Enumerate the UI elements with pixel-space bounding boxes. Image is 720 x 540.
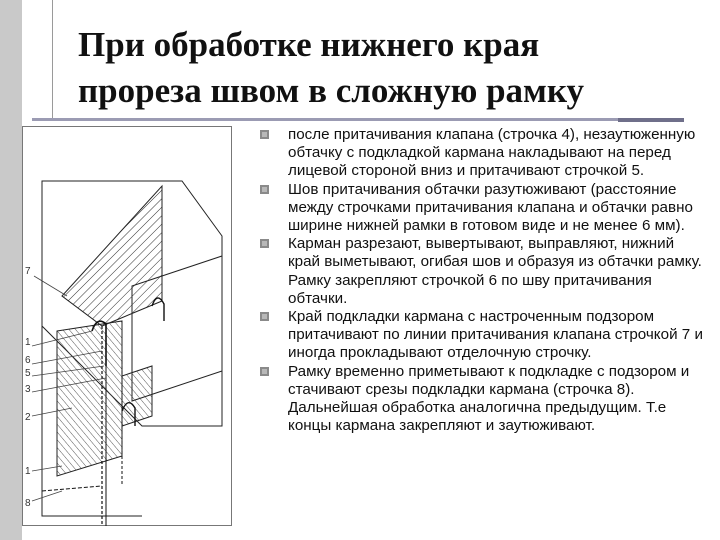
bullet-text: Шов притачивания обтачки разутюживают (расстояние между строчками притачивания клапана и обтачки равно ширине нижней рамки в готовом виде и не менее 6 мм). [288,180,693,235]
bullet-square-icon [260,239,269,248]
bullet-text: Край подкладки кармана с настроченным подзором притачивают по линии притачивания клапана строчкой 7 и иногда прокладывают отделочную строчку. [288,308,703,362]
bullet-text: после притачивания клапана (строчка 4), незаутюженную обтачку с подкладкой кармана накладывают на перед лицевой стороной вниз и притачивают строчкой 5. [288,126,696,180]
leader-8 [32,491,62,501]
slide-title [78,22,708,114]
bullet-square-icon [260,312,269,321]
facing-hatched [57,321,122,476]
flap-hatched [62,186,162,326]
label-1a: 1 [25,337,31,348]
bullet-square-icon [260,130,269,139]
bullet-text: Карман разрезают, вывертывают, выправляют, нижний край выметывают, огибая шов и образуя из обтачки рамку. Рамку закрепляют строчкой 6 по шву притачивания обтачки. [288,235,702,307]
label-8: 8 [25,498,31,509]
slide-title-line-1: При обработке нижнего края [78,25,540,64]
diagram-frame [23,127,232,526]
title-underline-accent [618,118,684,122]
pocket-seam-diagram [22,126,232,526]
bullet-item [256,126,706,181]
bullet-item [256,363,706,436]
label-7: 7 [25,266,31,277]
label-3: 3 [25,384,31,395]
bullet-item [256,308,706,363]
title-divider-line [52,0,53,118]
bullet-text: Рамку временно приметывают к подкладке с подзором и стачивают срезы подкладки кармана (строчка 8). Дальнейшая обработка аналогична предыдущим. Т.е концы кармана закрепляют и заутюживают. [288,362,690,435]
label-2: 2 [25,412,31,423]
title-underline [32,118,684,121]
bullet-item [256,181,706,236]
bullet-item [256,235,706,308]
leader-7 [34,276,67,296]
bullet-square-icon [260,185,269,194]
bullet-square-icon [260,367,269,376]
left-decor-strip [0,0,22,540]
label-6: 6 [25,355,31,366]
stitch-line-8 [42,486,102,491]
label-1b: 1 [25,466,31,477]
bullet-list [256,126,706,435]
slide-title-line-2: прореза швом в сложную рамку [78,71,585,110]
label-5: 5 [25,368,31,379]
frame-hatched [122,366,152,426]
